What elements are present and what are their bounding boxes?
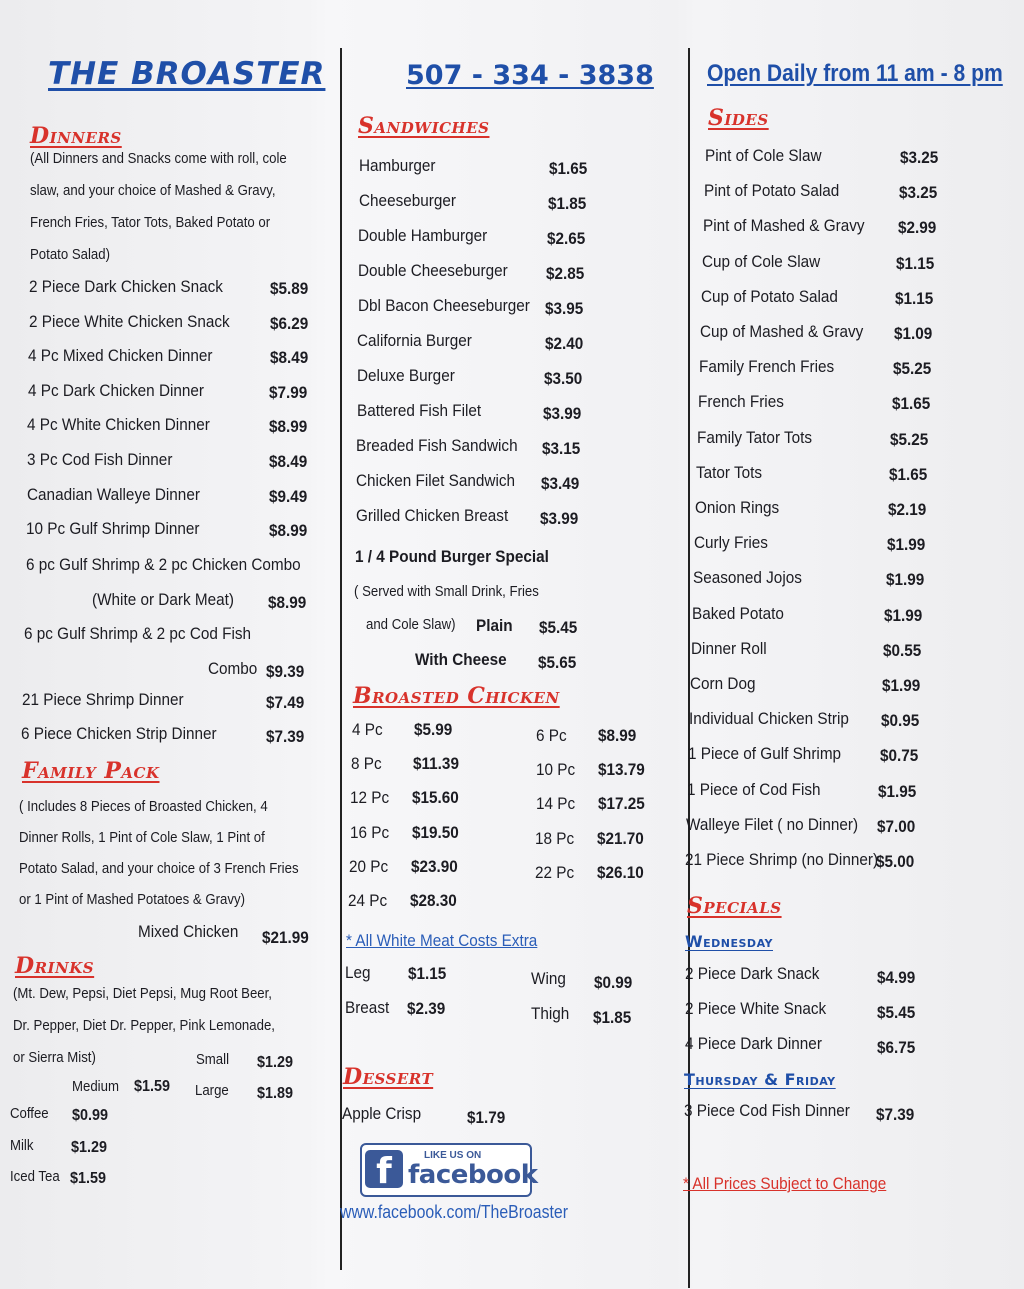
drink-small-price: $1.29 — [257, 1054, 294, 1071]
menu-item-price: $1.15 — [896, 253, 935, 273]
wednesday-subheading: Wednesday — [685, 932, 773, 951]
menu-item-name: Tator Tots — [696, 462, 763, 482]
menu-item-name: Grilled Chicken Breast — [355, 506, 508, 525]
menu-item-price: $4.99 — [877, 968, 916, 987]
menu-item-price: $2.85 — [546, 264, 585, 283]
menu-item-price: $9.49 — [268, 486, 308, 506]
menu-item-price: $3.99 — [540, 509, 579, 528]
menu-item-price: $1.99 — [884, 605, 923, 625]
drink-medium-price: $1.59 — [134, 1078, 171, 1095]
thigh-price: $1.85 — [593, 1008, 632, 1027]
family-pack-item: Mixed Chicken — [138, 922, 239, 941]
burger-special-title: 1 / 4 Pound Burger Special — [355, 547, 549, 566]
middle-column — [330, 0, 690, 1289]
iced-tea-price: $1.59 — [70, 1170, 107, 1187]
combo-shrimp-chicken-line1: 6 pc Gulf Shrimp & 2 pc Chicken Combo — [26, 555, 301, 574]
drink-small-label: Small — [196, 1051, 230, 1068]
family-note-line: or 1 Pint of Mashed Potatoes & Gravy) — [19, 891, 245, 908]
restaurant-title: THE BROASTER — [48, 56, 326, 92]
menu-item-price: $0.95 — [880, 711, 920, 731]
menu-item-price: $8.49 — [269, 452, 308, 471]
iced-tea-label: Iced Tea — [10, 1168, 60, 1185]
broasted-size: 10 Pc — [535, 760, 575, 780]
menu-item-price: $7.39 — [265, 727, 305, 746]
facebook-icon: f — [365, 1150, 403, 1188]
menu-item-name: California Burger — [357, 331, 473, 350]
left-column — [0, 0, 330, 1289]
broasted-size: 16 Pc — [349, 822, 389, 842]
menu-item-price: $1.65 — [889, 464, 928, 484]
menu-item-name: 21 Piece Shrimp Dinner — [22, 690, 184, 709]
combo-shrimp-cod-line2: Combo — [208, 659, 258, 678]
menu-item-name: 4 Pc White Chicken Dinner — [27, 415, 211, 435]
menu-item-name: Corn Dog — [690, 674, 756, 693]
coffee-label: Coffee — [10, 1105, 49, 1122]
broasted-price: $17.25 — [597, 794, 645, 814]
price-disclaimer: * All Prices Subject to Change — [683, 1174, 887, 1193]
menu-item-name: 3 Pc Cod Fish Dinner — [27, 450, 173, 469]
menu-item-name: 6 Piece Chicken Strip Dinner — [20, 724, 217, 743]
menu-item-name: Dinner Roll — [691, 638, 767, 658]
menu-item-name: Family French Fries — [699, 357, 835, 377]
menu-item-price: $5.25 — [892, 359, 932, 379]
broasted-price: $8.99 — [598, 726, 637, 745]
menu-item-price: $3.95 — [545, 299, 584, 318]
menu-item-name: French Fries — [698, 392, 784, 412]
menu-item-name: 2 Piece Dark Snack — [685, 964, 820, 983]
right-column — [683, 0, 1024, 1289]
menu-item-name: Walleye Filet ( no Dinner) — [686, 814, 859, 834]
menu-item-price: $1.99 — [885, 570, 924, 590]
menu-item-price: $2.40 — [544, 334, 583, 353]
burger-special-note-2: and Cole Slaw) — [366, 616, 456, 633]
menu-item-name: Dbl Bacon Cheeseburger — [357, 296, 530, 315]
dinners-note-line: slaw, and your choice of Mashed & Gravy, — [30, 182, 276, 199]
with-cheese-price: $5.65 — [538, 653, 577, 672]
menu-item-price: $5.45 — [877, 1003, 916, 1022]
drinks-note-line: (Mt. Dew, Pepsi, Diet Pepsi, Mug Root Beer, — [13, 985, 272, 1002]
broasted-price: $26.10 — [597, 862, 644, 882]
menu-item-name: Breaded Fish Sandwich — [356, 436, 518, 455]
menu-item-price: $2.65 — [547, 229, 586, 248]
menu-item-price: $3.15 — [541, 439, 581, 458]
dinners-note-line: French Fries, Tator Tots, Baked Potato or — [30, 214, 271, 231]
menu-item-name: Chicken Filet Sandwich — [355, 471, 515, 490]
menu-item-name: Cup of Potato Salad — [701, 286, 838, 306]
broasted-price: $21.70 — [597, 828, 645, 848]
broasted-size: 24 Pc — [348, 891, 388, 910]
broasted-price: $23.90 — [410, 856, 458, 876]
broasted-price: $28.30 — [410, 891, 457, 910]
milk-price: $1.29 — [71, 1139, 108, 1156]
plain-price: $5.45 — [539, 618, 578, 637]
menu-item-price: $3.49 — [540, 474, 580, 493]
with-cheese-label: With Cheese — [415, 650, 507, 669]
menu-item-price: $3.50 — [543, 369, 582, 388]
menu-item-name: 4 Pc Mixed Chicken Dinner — [28, 346, 213, 366]
menu-item-price: $1.95 — [878, 781, 917, 801]
menu-item-price: $3.25 — [900, 148, 939, 167]
broasted-size: 4 Pc — [352, 720, 383, 739]
menu-item-name: 4 Pc Dark Chicken Dinner — [27, 380, 204, 400]
dessert-heading: Dessert — [343, 1064, 434, 1090]
wing-label: Wing — [531, 969, 566, 988]
menu-item-price: $5.89 — [270, 279, 309, 298]
menu-item-name: Individual Chicken Strip — [689, 709, 849, 729]
sides-heading: Sides — [708, 105, 769, 131]
menu-item-price: $3.25 — [898, 183, 938, 203]
menu-item-price: $1.99 — [886, 535, 926, 555]
menu-item-price: $7.39 — [876, 1105, 915, 1124]
family-pack-price: $21.99 — [262, 928, 309, 947]
phone-number: 507 - 334 - 3838 — [406, 60, 654, 91]
menu-item-price: $7.99 — [269, 382, 308, 402]
menu-item-name: Battered Fish Filet — [356, 401, 481, 420]
menu-item-price: $1.65 — [891, 394, 930, 414]
menu-item-name: Cheeseburger — [358, 191, 456, 210]
menu-item-name: Double Hamburger — [358, 226, 488, 245]
dinners-note-line: Potato Salad) — [30, 246, 110, 263]
coffee-price: $0.99 — [72, 1107, 109, 1124]
menu-item-name: Baked Potato — [692, 603, 784, 623]
menu-item-price: $8.49 — [269, 348, 308, 368]
menu-item-name: 2 Piece White Chicken Snack — [28, 311, 230, 331]
menu-item-price: $8.99 — [269, 417, 308, 437]
apple-crisp-price: $1.79 — [467, 1108, 506, 1127]
apple-crisp-label: Apple Crisp — [342, 1104, 422, 1123]
menu-item-name: 3 Piece Cod Fish Dinner — [684, 1101, 850, 1120]
milk-label: Milk — [10, 1137, 34, 1154]
menu-item-name: Pint of Cole Slaw — [705, 146, 822, 165]
drink-large-label: Large — [195, 1082, 229, 1099]
menu-item-price: $5.25 — [890, 429, 929, 449]
broasted-size: 20 Pc — [348, 856, 388, 876]
facebook-badge[interactable] — [360, 1143, 538, 1197]
menu-item-name: Onion Rings — [695, 498, 780, 517]
menu-item-price: $0.75 — [879, 746, 918, 766]
menu-item-name: 1 Piece of Gulf Shrimp — [688, 744, 842, 764]
combo-shrimp-cod-price: $9.39 — [266, 662, 305, 681]
broasted-chicken-heading: Broasted Chicken — [353, 683, 560, 709]
broasted-size: 14 Pc — [535, 794, 575, 814]
white-meat-note: * All White Meat Costs Extra — [346, 931, 538, 950]
menu-item-name: 2 Piece White Snack — [685, 999, 827, 1018]
broasted-price: $11.39 — [413, 754, 460, 774]
plain-label: Plain — [476, 616, 513, 635]
family-note-line: Dinner Rolls, 1 Pint of Cole Slaw, 1 Pint of — [19, 829, 265, 846]
menu-item-price: $1.09 — [894, 324, 933, 343]
menu-item-name: Double Cheeseburger — [357, 261, 508, 280]
broasted-price: $15.60 — [412, 788, 460, 808]
thigh-label: Thigh — [531, 1004, 570, 1023]
broasted-size: 6 Pc — [536, 726, 567, 745]
menu-item-name: Pint of Mashed & Gravy — [703, 216, 865, 236]
combo-shrimp-chicken-line2: (White or Dark Meat) — [92, 590, 234, 609]
dinners-heading: Dinners — [30, 123, 122, 149]
burger-special-note: ( Served with Small Drink, Fries — [354, 583, 539, 600]
menu-item-name: Pint of Potato Salad — [704, 181, 840, 201]
combo-shrimp-cod-line1: 6 pc Gulf Shrimp & 2 pc Cod Fish — [24, 624, 252, 643]
menu-item-price: $7.49 — [266, 693, 305, 712]
menu-item-name: 21 Piece Shrimp (no Dinner) — [685, 850, 879, 869]
broasted-size: 22 Pc — [535, 862, 575, 882]
family-note-line: ( Includes 8 Pieces of Broasted Chicken, 4 — [19, 798, 268, 815]
opening-hours: Open Daily from 11 am - 8 pm — [707, 60, 1003, 87]
menu-item-name: 2 Piece Dark Chicken Snack — [29, 277, 223, 296]
family-note-line: Potato Salad, and your choice of 3 French Fries — [19, 860, 299, 877]
breast-label: Breast — [345, 998, 390, 1017]
menu-item-price: $2.99 — [897, 218, 936, 238]
menu-item-price: $1.85 — [548, 194, 587, 213]
leg-price: $1.15 — [408, 964, 447, 983]
thursday-friday-subheading: Thursday & Friday — [684, 1070, 836, 1089]
facebook-wordmark: facebook — [408, 1160, 538, 1190]
broasted-price: $13.79 — [597, 760, 645, 780]
broasted-size: 18 Pc — [535, 828, 575, 848]
drinks-note-line: or Sierra Mist) — [13, 1049, 96, 1066]
drink-medium-label: Medium — [72, 1078, 119, 1095]
menu-item-price: $1.15 — [895, 288, 934, 308]
drinks-note-line: Dr. Pepper, Diet Dr. Pepper, Pink Lemonade, — [13, 1017, 275, 1034]
menu-item-name: Curly Fries — [694, 533, 768, 553]
menu-item-price: $6.75 — [877, 1038, 916, 1057]
menu-item-name: Family Tator Tots — [697, 427, 813, 447]
drinks-heading: Drinks — [15, 953, 95, 979]
broasted-price: $5.99 — [414, 720, 453, 739]
family-pack-heading: Family Pack — [22, 758, 160, 784]
menu-item-name: Cup of Mashed & Gravy — [700, 322, 864, 341]
dinners-note-line: (All Dinners and Snacks come with roll, cole — [30, 150, 287, 167]
menu-item-name: 4 Piece Dark Dinner — [685, 1034, 822, 1053]
menu-item-name: 1 Piece of Cod Fish — [687, 779, 821, 799]
broasted-price: $19.50 — [411, 822, 459, 842]
broasted-size: 8 Pc — [351, 754, 382, 774]
menu-item-name: Seasoned Jojos — [693, 568, 802, 588]
wing-price: $0.99 — [594, 973, 633, 992]
menu-item-price: $5.00 — [876, 852, 915, 871]
broasted-size: 12 Pc — [350, 788, 390, 808]
menu-item-price: $2.19 — [888, 500, 927, 519]
menu-item-name: Deluxe Burger — [356, 366, 455, 385]
breast-price: $2.39 — [407, 999, 446, 1018]
menu-item-price: $7.00 — [877, 816, 916, 836]
menu-item-price: $6.29 — [269, 313, 309, 333]
menu-item-price: $1.99 — [882, 676, 921, 695]
menu-item-name: Hamburger — [359, 156, 436, 175]
sandwiches-heading: Sandwiches — [358, 113, 490, 139]
combo-shrimp-chicken-price: $8.99 — [268, 593, 307, 612]
drink-large-price: $1.89 — [257, 1085, 294, 1102]
specials-heading: Specials — [687, 893, 782, 919]
menu-item-name: Canadian Walleye Dinner — [26, 484, 200, 504]
menu-item-price: $0.55 — [883, 640, 922, 660]
facebook-badge-caption: LIKE US ON — [424, 1150, 482, 1161]
menu-item-name: Cup of Cole Slaw — [702, 251, 821, 271]
leg-label: Leg — [345, 963, 371, 982]
menu-item-price: $8.99 — [268, 521, 307, 541]
menu-item-price: $1.65 — [549, 159, 588, 178]
menu-item-name: 10 Pc Gulf Shrimp Dinner — [26, 519, 200, 539]
menu-item-price: $3.99 — [542, 404, 581, 423]
facebook-url[interactable]: www.facebook.com/TheBroaster — [340, 1202, 569, 1222]
